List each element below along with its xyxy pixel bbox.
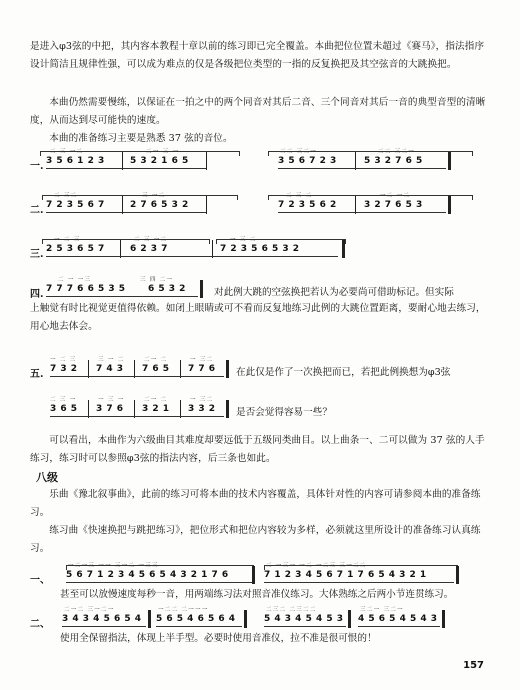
level8-exercise-1-note: 甚至可以放慢速度每秒一音，用两端练习法对照音准仪练习。大体熟练之后两小节连贯练习。: [60, 589, 454, 600]
fingering: 二 三 一二: [50, 149, 84, 155]
fingering: 二一 三 一: [146, 149, 180, 155]
fingering: 二 三二: [54, 193, 78, 199]
exercise-4-comment: 对此例大跳的空弦换把若认为必要尚可借助标记。但实际: [214, 287, 454, 298]
paragraph-slow-practice: 本曲仍然需要慢练，以保证在一拍之中的两个同音对其后二音、三个同音对其后一音的典型音型的清晰度，从而达到尽可能快的速度。: [30, 97, 486, 126]
notes: 7 4 3: [96, 364, 124, 374]
level8-exercise-1: [30, 562, 490, 588]
notes: 6 5 3 2: [148, 284, 186, 294]
beat-underline: [278, 212, 446, 213]
notes: 7 1 2 3 4 5 6 7 1 7 6 5 4 3 2 1: [264, 570, 427, 580]
notes: 3 2 7 6 5 3: [364, 200, 423, 210]
exercise-label: 二.: [30, 205, 44, 216]
fingering: 二 一 一三: [58, 277, 92, 283]
notes: 7 2 3 5 6 5 3 2: [220, 244, 300, 254]
notes: 3 6 5: [50, 404, 78, 414]
notes: 7 7 6: [188, 364, 216, 374]
level8-exercise-2-note: 使用全保留指法，体现上半手型。必要时使用音准仪，拉不准是很可恨的！: [60, 633, 377, 644]
notes: 2 5 3 6 5 7: [46, 244, 105, 254]
beat-underline: [46, 212, 206, 213]
exercise-label: 三.: [30, 249, 44, 260]
fingering: 二一二 三一二一: [64, 607, 115, 613]
notes: 5 3 2 1 6 5: [130, 156, 189, 166]
beat-underline: [264, 582, 454, 583]
notes: 3 3 2: [188, 404, 216, 414]
fingering: 二一 二: [144, 357, 168, 363]
level8-exercise-2: [30, 606, 490, 632]
beat-underline: [46, 296, 198, 297]
beat-underline: [264, 626, 346, 627]
beat-underline: [46, 168, 206, 169]
paragraph-fast-shift-etude: 练习曲《快速换把与跳把练习》，把位形式和把位内容较为多样，必须就这里所设计的准备练习认真练习。: [30, 525, 481, 554]
notes: 3 4 3 4 5 6 5 4: [62, 614, 142, 624]
exercise-5a: [30, 356, 230, 382]
double-bar: [252, 566, 255, 584]
exercise-3: [30, 236, 490, 262]
fingering: 一 三二: [190, 397, 214, 403]
notes: 6 2 3 7: [130, 244, 168, 254]
double-bar: [448, 152, 451, 170]
double-bar: [244, 610, 247, 628]
exercise-label: 四.: [30, 289, 44, 300]
fingering: 二二 三二一: [280, 149, 318, 155]
notes: 5 4 3 4 5 4 5 3: [264, 614, 344, 624]
fingering: 一 三 一: [98, 397, 125, 403]
double-bar: [342, 240, 345, 258]
double-bar: [448, 196, 451, 214]
paragraph-jump-practice: 上触觉有时比视觉更值得依赖。如闭上眼睛或可不看而反复地练习此例的大跳位置距离，要耐心地去练习，用心地去体会。: [30, 303, 486, 332]
paragraph-summary: 可以看出，本曲作为六级曲目其难度却要远低于五级同类曲目。以上曲条一、二可以做为 37 弦的人手练习，练习时可以参照φ3弦的指法内容，后三条也如此。: [30, 435, 485, 464]
double-bar: [442, 610, 445, 628]
exercise-label: 二、: [30, 619, 50, 630]
bar-line: [206, 152, 207, 170]
beat-underline: [62, 626, 146, 627]
fingering: 三二一 三二一: [360, 607, 404, 613]
paragraph-prep-intro: 本曲的准备练习主要是熟悉 37 弦的音位。: [49, 133, 233, 144]
fingering: 二一 二: [144, 397, 168, 403]
double-bar: [148, 610, 151, 628]
notes: 3 5 6 1 2 3: [46, 156, 105, 166]
notes: 7 6 5: [142, 364, 170, 374]
beat-underline: [66, 582, 252, 583]
exercise-5-comment: 在此仅是作了一次换把而已，若把此例换想为φ3弦: [236, 367, 451, 378]
notes: 5 3 2 7 6 5: [364, 156, 423, 166]
fingering: 二 三 二: [286, 193, 313, 199]
fingering: 二 三 一二: [134, 237, 168, 243]
notes: 4 5 6 5 4 5 4 3: [358, 614, 438, 624]
notes: 7 3 2: [50, 364, 78, 374]
notes: 7 7 7 6 6 5 3 5: [46, 284, 126, 294]
page-number: 157: [463, 660, 484, 671]
notes: 5 6 5 4 6 5 6 4: [156, 614, 236, 624]
notes: 5 6 7 1 2 3 4 5 6 5 4 3 2 1 7 6: [66, 570, 229, 580]
fingering: 一二一三 一一 三一二 一三三: [68, 563, 159, 569]
section-heading-level-8: 八级: [36, 471, 58, 484]
beat-underline: [46, 256, 338, 257]
paragraph-intro: 是进入φ3弦的中把，其内容本教程十章以前的练习即已完全覆盖。本曲把位位置未超过《赛马》，指法指序设计简洁且规律性强，可以成为难点的仅是各级把位类型的一指的反复换把及其空弦音的大跳换把。: [30, 41, 485, 70]
exercise-label: 一.: [30, 161, 44, 172]
fingering: 一二 一二: [380, 193, 411, 199]
fingering: 一 二 三: [54, 237, 81, 243]
fingering: 三 一二: [142, 193, 166, 199]
exercise-1: [30, 148, 490, 174]
double-bar: [456, 566, 459, 584]
fingering: 一 二 三: [50, 357, 77, 363]
exercise-4: [30, 276, 210, 302]
notes: 3 7 6: [96, 404, 124, 414]
notes: 7 2 3 5 6 7: [46, 200, 105, 210]
paragraph-yubei-narrative: 乐曲《豫北叙事曲》，此前的练习可将本曲的技术内容覆盖，具体针对性的内容可请参阅本曲的准备练习。: [30, 489, 481, 518]
beat-underline: [358, 626, 440, 627]
exercise-label: 一、: [30, 575, 50, 586]
notes: 2 7 6 5 3 2: [130, 200, 189, 210]
exercise-5-comment-2: 是否会觉得容易一些？: [236, 407, 332, 418]
fingering: 二三二 二三二二: [266, 607, 317, 613]
fingering: 三 四 二一: [140, 277, 174, 283]
notes: 7 2 3 5 6 2: [278, 200, 337, 210]
fingering: 二二 三二一: [378, 149, 416, 155]
fingering: 二 三 一: [50, 397, 77, 403]
notes: 3 5 6 7 2 3: [278, 156, 337, 166]
beat-underline: [50, 376, 224, 377]
double-bar: [226, 400, 229, 418]
bar-line: [206, 196, 207, 214]
double-bar: [226, 360, 229, 378]
beat-underline: [50, 416, 224, 417]
double-bar: [348, 610, 351, 628]
fingering: 三 一 二: [98, 357, 125, 363]
fingering: 一 三 二: [230, 237, 257, 243]
notes: 3 2 1: [142, 404, 170, 414]
fingering: 二 一三一 一二 一二三 三一二二: [266, 563, 367, 569]
beat-underline: [278, 168, 446, 169]
exercise-5b: [30, 396, 230, 422]
fingering: 一 三二: [190, 357, 214, 363]
exercise-2: [30, 192, 490, 218]
double-bar: [200, 280, 203, 298]
beat-underline: [156, 626, 242, 627]
fingering: 一二二 二一一一: [158, 607, 209, 613]
exercise-label: 五.: [30, 369, 44, 380]
